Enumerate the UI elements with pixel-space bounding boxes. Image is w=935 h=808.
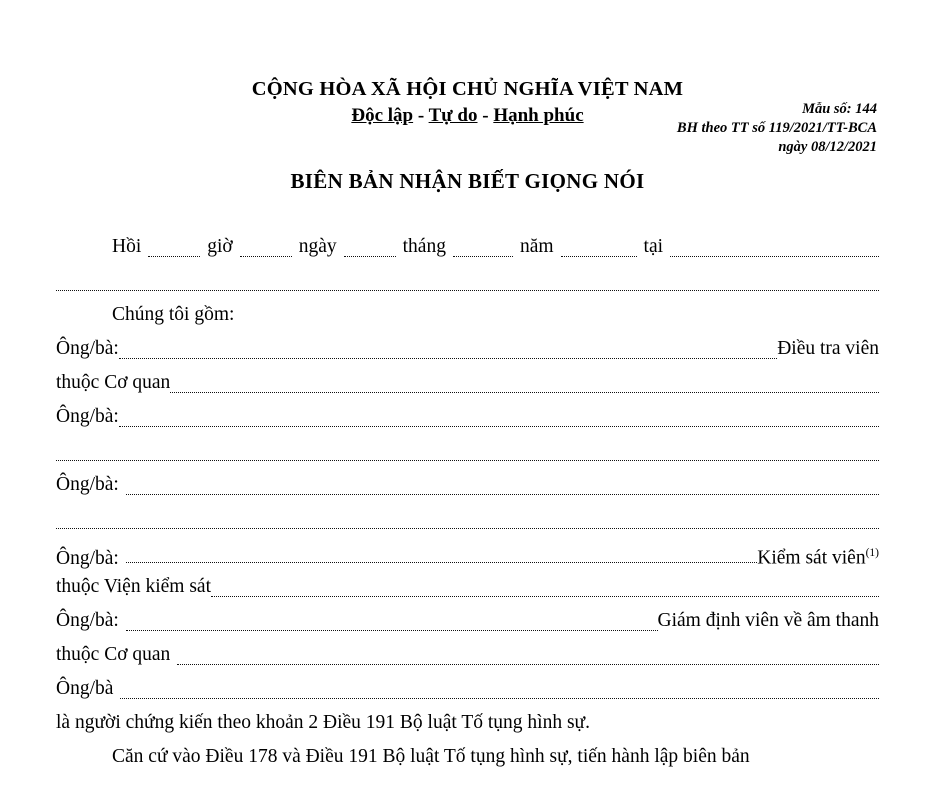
field-co-quan-2[interactable] (177, 664, 879, 665)
label-gio: giờ (207, 236, 233, 257)
field-ong-ba-2[interactable] (119, 426, 879, 427)
field-ong-ba-3-continued[interactable] (56, 528, 879, 529)
time-location-row (56, 230, 879, 264)
motto-tu-do: Tự do (428, 105, 478, 126)
field-day-dots[interactable] (240, 256, 292, 257)
thuoc-co-quan-row-1 (56, 366, 879, 400)
form-circular: BH theo TT số 119/2021/TT-BCA (676, 120, 877, 136)
ong-ba-3-continuation-row[interactable] (56, 502, 879, 536)
label-thuoc-vien-kiem-sat: thuộc Viện kiểm sát (56, 576, 211, 597)
chung-toi-gom-row (56, 298, 879, 332)
kiem-sat-vien-text: Kiểm sát viên (757, 547, 866, 569)
ong-ba-row-6 (56, 672, 879, 706)
page-title: BIÊN BẢN NHẬN BIẾT GIỌNG NÓI (290, 169, 645, 193)
field-kiem-sat-vien-name[interactable] (126, 562, 757, 563)
form-number: Mẫu số: 144 (802, 101, 877, 117)
nguoi-chung-kien-paragraph: là người chứng kiến theo khoản 2 Điều 191 Bộ luật Tố tụng hình sự. (56, 712, 590, 733)
label-nam: năm (519, 236, 554, 257)
field-co-quan-1[interactable] (170, 392, 879, 393)
label-thang: tháng (402, 236, 446, 257)
thuoc-vien-kiem-sat-row (56, 570, 879, 604)
country-name: CỘNG HÒA XÃ HỘI CHỦ NGHĨA VIỆT NAM (251, 78, 684, 100)
ong-ba-row-3 (56, 468, 879, 502)
field-giam-dinh-vien-name[interactable] (126, 630, 658, 631)
label-kiem-sat-vien (757, 536, 879, 576)
thuoc-co-quan-row-2 (56, 638, 879, 672)
motto-hanh-phuc: Hạnh phúc (493, 105, 584, 126)
ong-ba-row-2 (56, 400, 879, 434)
location-continuation-row[interactable] (56, 264, 879, 298)
kiem-sat-vien-row (56, 536, 879, 570)
field-location-continued[interactable] (56, 290, 879, 291)
field-ong-ba-2-continued[interactable] (56, 460, 879, 461)
field-year[interactable] (561, 256, 637, 257)
label-thuoc-co-quan-2: thuộc Cơ quan (56, 644, 171, 665)
field-ong-ba-6[interactable] (120, 698, 879, 699)
form-date: ngày 08/12/2021 (778, 139, 877, 155)
field-location[interactable] (670, 256, 879, 257)
field-hour[interactable] (148, 256, 200, 257)
label-ong-ba-3: Ông/bà: (56, 474, 119, 495)
dieu-tra-vien-row (56, 332, 879, 366)
label-ong-ba-2: Ông/bà: (56, 406, 119, 427)
field-day[interactable] (344, 256, 396, 257)
field-month[interactable] (453, 256, 513, 257)
footnote-marker-1: (1) (865, 547, 879, 559)
can-cu-paragraph: Căn cứ vào Điều 178 và Điều 191 Bộ luật Tố tụng hình sự, tiến hành lập biên bản (112, 746, 750, 767)
label-giam-dinh-vien: Giám định viên về âm thanh (657, 610, 879, 631)
label-ong-ba-6: Ông/bà (56, 678, 114, 699)
motto-doc-lap: Độc lập (351, 105, 414, 126)
label-thuoc-co-quan-1: thuộc Cơ quan (56, 372, 171, 393)
form-meta (677, 100, 877, 157)
field-dieu-tra-vien-name[interactable] (119, 358, 777, 359)
label-tai: tại (643, 236, 664, 257)
motto-sep-2: - (477, 105, 494, 126)
field-vien-kiem-sat[interactable] (211, 596, 879, 597)
label-hoi: Hồi (112, 236, 142, 257)
label-dieu-tra-vien: Điều tra viên (777, 338, 879, 359)
label-chung-toi-gom: Chúng tôi gồm: (112, 304, 235, 325)
motto-sep-1: - (413, 105, 429, 126)
document-body (56, 230, 879, 774)
field-ong-ba-3[interactable] (126, 494, 879, 495)
label-ong-ba-1: Ông/bà: (56, 338, 119, 359)
label-ong-ba-5: Ông/bà: (56, 610, 119, 631)
document-page (0, 78, 935, 808)
label-ngay: ngày (298, 236, 337, 257)
giam-dinh-vien-row (56, 604, 879, 638)
ong-ba-2-continuation-row[interactable] (56, 434, 879, 468)
label-ong-ba-4: Ông/bà: (56, 547, 119, 569)
